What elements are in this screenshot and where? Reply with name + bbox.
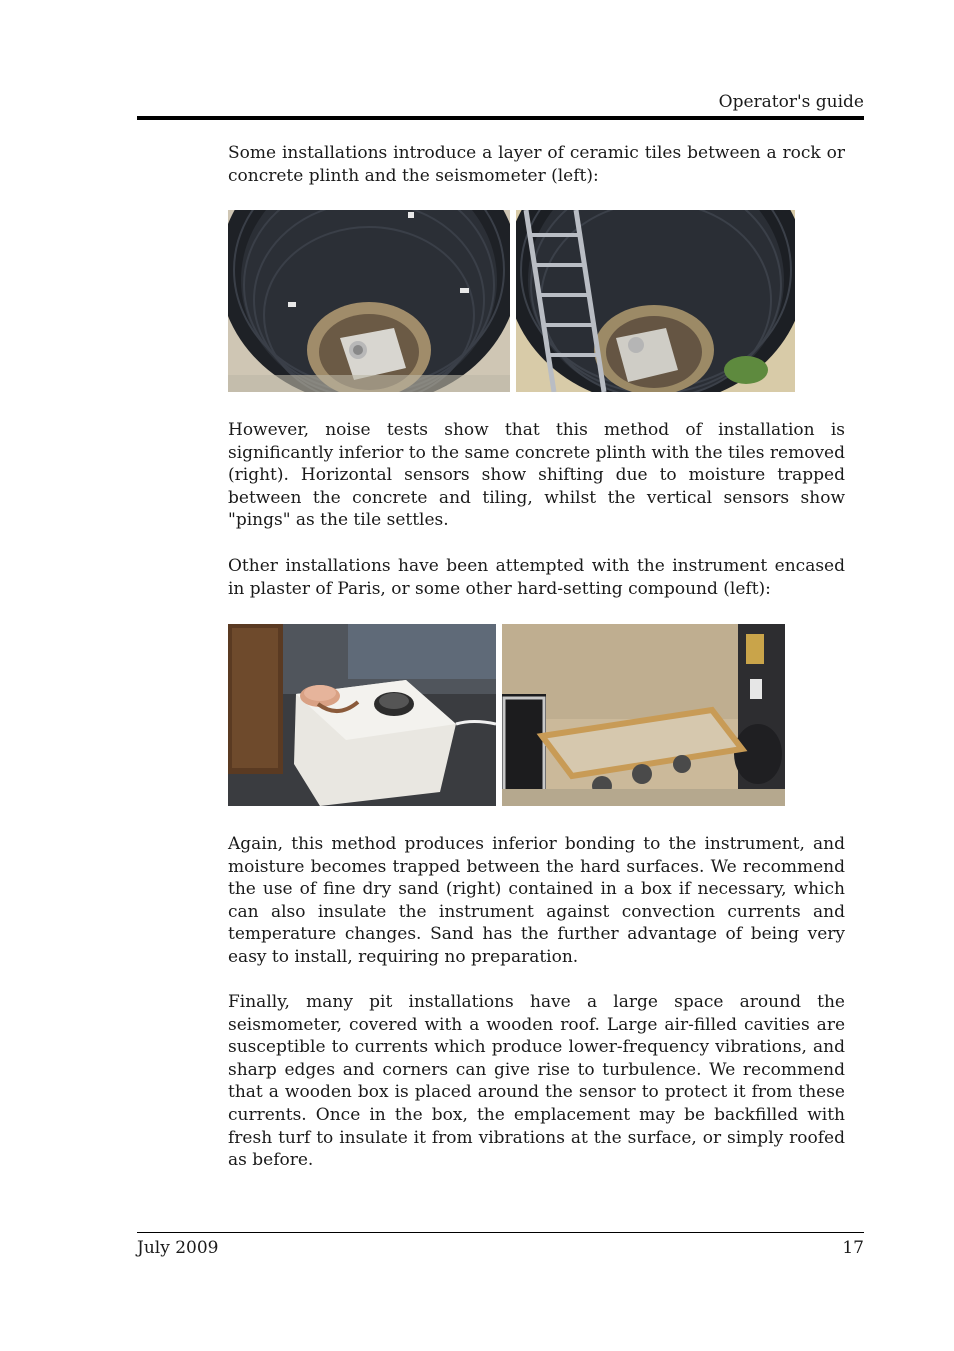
paragraph-plaster-intro: Other installations have been attempted with the instrument encased in plaster of Paris, or some other hard-setting compound (left): (228, 556, 845, 599)
photo-plaster-block (228, 624, 496, 806)
photo-pit-with-tiles (228, 210, 510, 392)
paragraph-tiles-inferior: However, noise tests show that this method of installation is significantly inferior to the same concrete plinth with the tiles removed (right). Horizontal sensors show shifting due to moisture trapped between the concrete and tiling, whilst the vertical sensors show "pings" as the tile settles. (228, 420, 845, 531)
page-number: 17 (842, 1238, 864, 1258)
paragraph-sand-recommendation: Again, this method produces inferior bonding to the instrument, and moisture becomes trapped between the hard surfaces. We recommend the use of fine dry sand (right) contained in a box if necessary, which can also insulate the instrument against convection currents and temperature changes. Sand has the further advantage of being very easy to install, requiring no preparation. (228, 834, 845, 967)
photo-row-pits (228, 210, 795, 392)
photo-sand-box (502, 624, 785, 806)
footer-rule (137, 1232, 864, 1233)
paragraph-tiles-intro: Some installations introduce a layer of ceramic tiles between a rock or concrete plinth and the seismometer (left): (228, 143, 845, 186)
photo-pit-tiles-removed (516, 210, 795, 392)
header-rule (137, 116, 864, 120)
photo-row-encasing (228, 624, 785, 806)
footer-date: July 2009 (137, 1238, 219, 1258)
paragraph-wooden-box: Finally, many pit installations have a large space around the seismometer, covered with a wooden roof. Large air-filled cavities are susceptible to currents which produce lower-frequency vibrations, and sharp edges and corners can give rise to turbulence. We recommend that a wooden box is placed around the sensor to protect it from these currents. Once in the box, the emplacement may be backfilled with fresh turf to insulate it from vibrations at the surface, or simply roofed as before. (228, 992, 845, 1171)
header-title: Operator's guide (718, 92, 864, 112)
